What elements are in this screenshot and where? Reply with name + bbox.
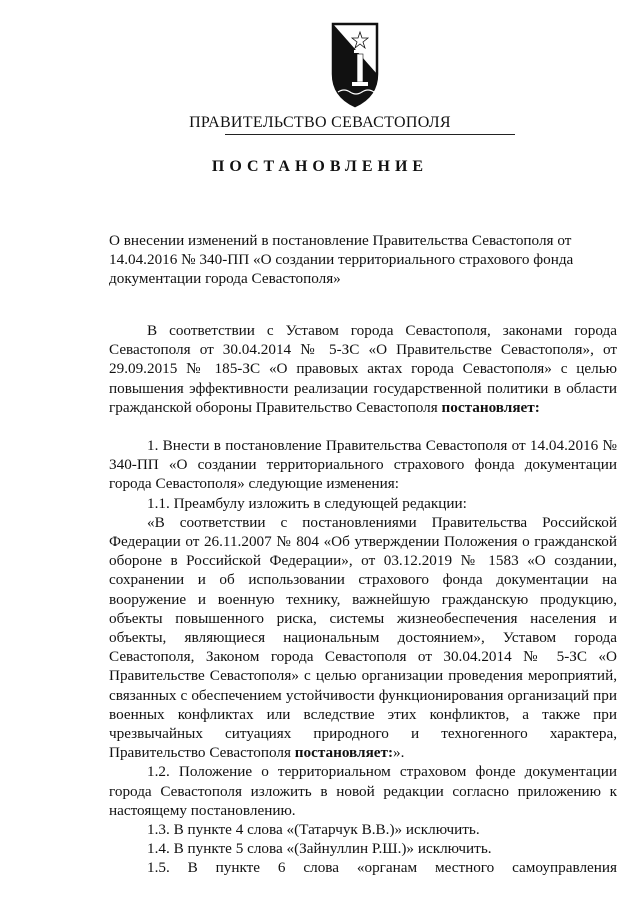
item-1: 1. Внести в постановление Правительства Севастополя от 14.04.2016 № 340-ПП «О создании территориального страхового фонда документации города Севастополя» следующие изменения: bbox=[109, 437, 617, 493]
preamble-text: В соответствии с Уставом города Севастополя, законами города Севастополя от 30.04.2014 № 5-ЗС «О Правительстве Севастополя», от 29.09.2015 № 185-ЗС «О правовых актах города Севастополя» с целью повышения эффективности реализации государственной политики в области гражданской обороны Правительство Севастополя bbox=[109, 322, 617, 416]
document-type-title: ПОСТАНОВЛЕНИЕ bbox=[211, 158, 429, 175]
resolution-items bbox=[109, 436, 617, 878]
sevastopol-coat-of-arms-icon bbox=[330, 22, 380, 108]
organization-name: ПРАВИТЕЛЬСТВО СЕВАСТОПОЛЯ bbox=[189, 114, 451, 131]
item-1-3: 1.3. В пункте 4 слова «(Татарчук В.В.)» исключить. bbox=[147, 821, 480, 839]
header-divider bbox=[225, 134, 515, 135]
item-1-1-quote bbox=[109, 513, 617, 763]
item-1-4: 1.4. В пункте 5 слова «(Зайнуллин Р.Ш.)» исключить. bbox=[147, 840, 492, 858]
preamble-paragraph bbox=[109, 321, 617, 417]
quote-text: «В соответствии с постановлениями Правительства Российской Федерации от 26.11.2007 № 804 «Об утверждении Положения о гражданской обороне в Российской Федерации», от 03.12.2019 № 1583 «О создании, сохранении и об использовании страхового фонда документации на вооружение и военную технику, важнейшую гражданскую продукцию, объекты повышенного риска, системы жизнеобеспечения населения и объекты, являющиеся национальным достоянием», Уставом города Севастополя, Законом города Севастополя от 30.04.2014 № 5-ЗС «О Правительстве Севастополя» с целью организации проведения мероприятий, связанных с обеспечением устойчивости функционирования организаций при военных конфликтах или вследствие этих конфликтов, а также при чрезвычайных ситуациях природного и техногенного характера, Правительство Севастополя bbox=[109, 513, 617, 762]
item-1-1: 1.1. Преамбулу изложить в следующей редакции: bbox=[147, 494, 467, 512]
item-1-2: 1.2. Положение о территориальном страховом фонде документации города Севастополя изложить в новой редакции согласно приложению к настоящему постановлению. bbox=[109, 763, 617, 819]
quote-verb: постановляет: bbox=[294, 744, 394, 762]
preamble-verb: постановляет: bbox=[441, 398, 540, 416]
document-subject: О внесении изменений в постановление Правительства Севастополя от 14.04.2016 № 340-ПП «О создании территориального страхового фонда документации города Севастополя» bbox=[109, 232, 574, 288]
quote-end: ». bbox=[393, 744, 405, 762]
item-1-5: 1.5. В пункте 6 слова «органам местного самоуправления bbox=[147, 859, 617, 877]
